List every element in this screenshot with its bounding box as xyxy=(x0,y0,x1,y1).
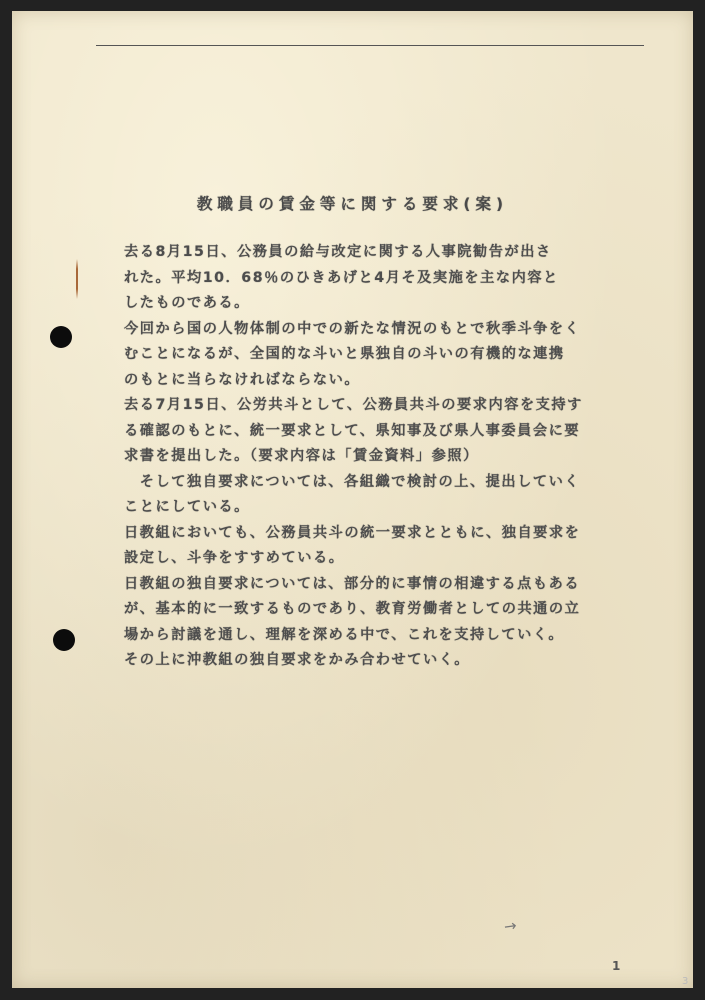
body-line: 日教組の独自要求については、部分的に事情の相違する点もある xyxy=(124,575,581,592)
page-number: 1 xyxy=(612,959,621,973)
document-page xyxy=(12,11,693,988)
body-line: れた。平均10．68％のひきあげと4月そ及実施を主な内容と xyxy=(124,269,559,286)
body-line: ことにしている。 xyxy=(124,499,250,515)
punch-hole-bottom xyxy=(53,629,75,651)
body-line: 日教組においても、公務員共斗の統一要求とともに、独自要求を xyxy=(124,524,581,541)
body-line: むことになるが、全国的な斗いと県独自の斗いの有機的な連携 xyxy=(124,346,565,362)
body-line: 場から討議を通し、理解を深める中で、これを支持していく。 xyxy=(124,626,565,643)
document-title: 教職員の賃金等に関する要求(案) xyxy=(196,195,509,213)
body-line: る確認のもとに、統一要求として、県知事及び県人事委員会に要 xyxy=(124,422,581,439)
document-body xyxy=(124,240,644,674)
body-line: のもとに当らなければならない。 xyxy=(124,371,361,388)
top-rule-line xyxy=(96,45,644,46)
body-line: 今回から国の人物体制の中での新たな情況のもとで秋季斗争をく xyxy=(124,320,581,337)
punch-hole-top xyxy=(50,326,72,348)
corner-number: 3 xyxy=(682,976,689,987)
body-line: その上に沖教組の独自要求をかみ合わせていく。 xyxy=(124,652,470,668)
body-line: 求書を提出した。（要求内容は「賃金資料」参照） xyxy=(124,448,479,464)
body-line: 設定し、斗争をすすめている。 xyxy=(124,550,345,566)
body-line: 去る8月15日、公務員の給与改定に関する人事院勧告が出さ xyxy=(124,244,552,260)
continuation-arrow-mark: → xyxy=(502,916,518,936)
body-line: そして独自要求については、各組織で検討の上、提出していく xyxy=(124,473,581,490)
body-line: 去る7月15日、公労共斗として、公務員共斗の要求内容を支持す xyxy=(124,397,583,413)
body-line: が、基本的に一致するものであり、教育労働者としての共通の立 xyxy=(124,601,581,617)
margin-mark xyxy=(76,259,78,299)
body-line: したものである。 xyxy=(124,295,250,311)
